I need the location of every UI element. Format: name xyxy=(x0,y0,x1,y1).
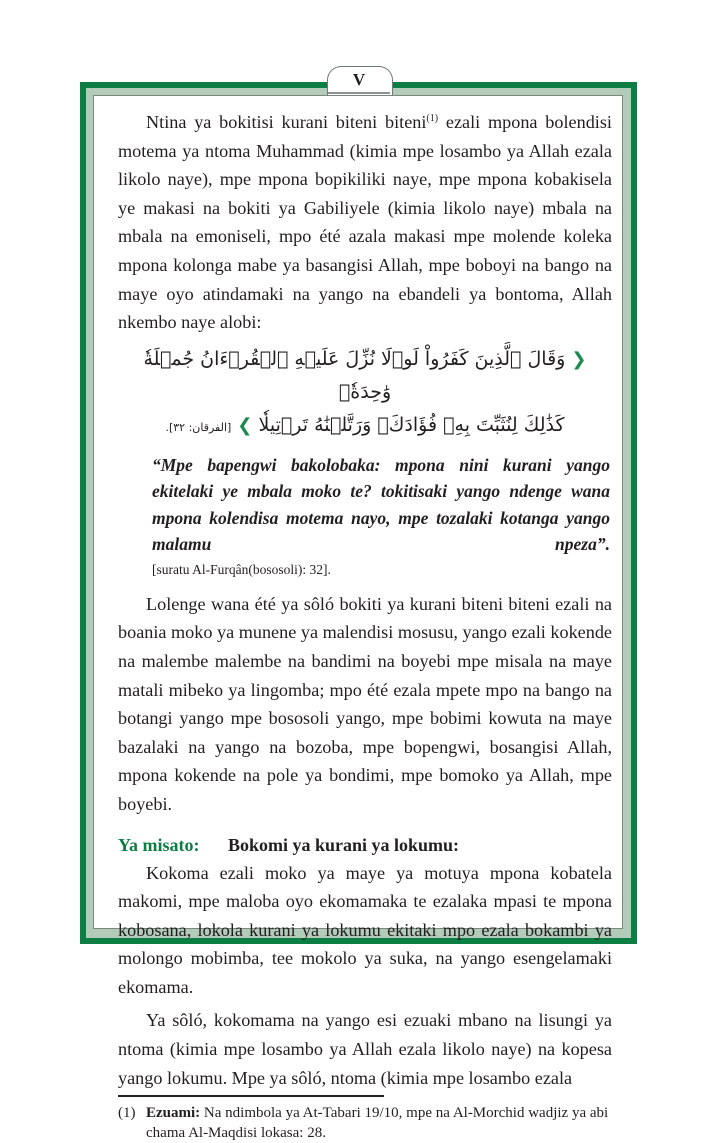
paragraph-4: Ya sôló, kokomama na yango esi ezuaki mbano na lisungi ya ntoma (kimia mpe losambo ya Allah ezala likolo naye) na kopesa yango lokumu. Mpe ya sôló, ntoma (kimia mpe losambo ezala xyxy=(118,1010,612,1088)
section-heading xyxy=(118,831,612,859)
page-number-underline xyxy=(328,92,390,94)
verse-translation-reference: [suratu Al-Furqân(bososoli): 32]. xyxy=(152,561,331,577)
arabic-verse xyxy=(118,343,612,444)
footnote-number: (1) xyxy=(118,1104,136,1121)
page-content xyxy=(118,108,612,1143)
arabic-verse-line-2 xyxy=(118,409,612,444)
section-title: Bokomi ya kurani ya lokumu: xyxy=(228,834,460,855)
verse-open-ornament-icon: ❮ xyxy=(571,348,587,370)
section-label: Ya misato: xyxy=(118,834,200,855)
paragraph-1-text-end: ezali mpona bolendisi motema ya ntoma Muhammad (kimia mpe losambo ya Allah ezala likolo naye), mpe mpona bopikiliki naye, mpe mpona kobakisela ye makasi na bokiti ya Gabiliyele (kimia likolo naye) mbala na mbala na emoniseli, mpo été azala makasi mpe molende koleka mpona kolonga mabe ya basangisi Allah, mpe boboyi na bango na maye oyo atindamaki na yango na ebandeli ya bontoma, Allah nkembo naye alobi: xyxy=(118,112,612,333)
verse-translation: “Mpe bapengwi bakolobaka: mpona nini kurani yango ekitelaki ye mbala moko te? tokitisaki yango ndenge wana mpona kolendisa motema nayo, mpe tozalaki kotanga yango malamu npeza”. xyxy=(152,454,610,555)
footnote-label: Ezuami: xyxy=(146,1104,201,1121)
footnote-marker[interactable]: (1) xyxy=(426,112,439,124)
footnote-divider xyxy=(118,1095,384,1096)
arabic-verse-line-1 xyxy=(118,343,612,409)
paragraph-1 xyxy=(118,108,612,337)
paragraph-3: Kokoma ezali moko ya maye ya motuya mpona kobatela makomi, mpe maloba oyo ekomamaka te ezalaka mpasi te mpona kobosana, lokola kurani ya lokumu ekitaki mpo ezala bokambi ya molongo mobimba, tee mokolo ya suka, na yango esengelamaki ekomama. xyxy=(118,862,612,997)
footnote-text: Na ndimbola ya At-Tabari 19/10, mpe na Al-Morchid wadjiz ya abi chama Al-Maqdisi lokasa: 28. xyxy=(146,1104,609,1141)
page-number: V xyxy=(352,70,366,89)
verse-close-ornament-icon: ❯ xyxy=(237,414,253,436)
paragraph-2: Lolenge wana été ya sôló bokiti ya kurani biteni biteni ezali na boania moko ya munene ya malendisi mosusu, yango ezali kokende na malembe malembe na bandimi na boyebi mpe misala na maye matali mibeko ya lingomba; mpo été ezala mpete mpo na bango na botangi yango mpe bososoli yango, mpe bobimi kowuta na maye bazalaki na yango na bozoba, mpe bopengwi, bosangisi Allah, mpona kokende na pole ya bondimi, mpe bomoko ya Allah, mpe boyebi. xyxy=(118,593,612,814)
footnote xyxy=(118,1103,612,1143)
arabic-line-2-text: كَذَٰلِكَ لِنُثَبِّتَ بِهِۦ فُؤَادَكَۖ وَرَتَّلۡنَٰهُ تَرۡتِيلٗا xyxy=(258,413,565,436)
arabic-verse-reference: [الفرقان: ٣٢]. xyxy=(165,420,232,434)
footnote-body xyxy=(146,1103,612,1143)
arabic-line-1-text: وَقَالَ ٱلَّذِينَ كَفَرُواْ لَوۡلَا نُزِّلَ عَلَيۡهِ ٱلۡقُرۡءَانُ جُمۡلَةٗ وَٰحِدَةٗۚ xyxy=(143,347,566,403)
paragraph-1-text-start: Ntina ya bokitisi kurani biteni biteni xyxy=(146,112,427,132)
